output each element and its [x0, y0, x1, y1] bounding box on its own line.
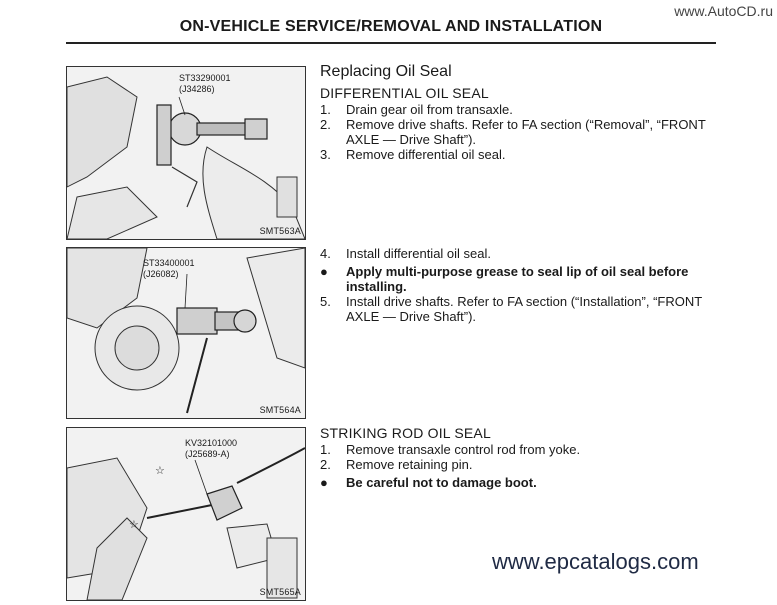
bullet-icon: ● [320, 264, 328, 279]
step-text: Install drive shafts. Refer to FA section (“Installation”, “FRONT AXLE — Drive Shaft”). [346, 294, 702, 324]
tool-number: KV32101000 [185, 438, 238, 448]
step-number: 3. [320, 147, 331, 162]
step-text: Remove retaining pin. [346, 457, 473, 472]
epcatalogs-watermark: www.epcatalogs.com [492, 549, 699, 574]
caution-text: Apply multi-purpose grease to seal lip of oil seal before installing. [346, 264, 689, 294]
step-number: 2. [320, 457, 331, 472]
figure-smt563a [66, 66, 306, 240]
step-number: 1. [320, 442, 331, 457]
step-item [320, 246, 720, 261]
caution-item [320, 475, 720, 490]
striking-rod-section [320, 426, 720, 490]
tool-alt-number: (J25689-A) [185, 449, 230, 459]
step-item [320, 102, 720, 117]
step-item [320, 294, 720, 324]
page-title: ON-VEHICLE SERVICE/REMOVAL AND INSTALLATION [179, 18, 603, 35]
figure-smt565a [66, 427, 306, 601]
subhead-differential: DIFFERENTIAL OIL SEAL [320, 85, 489, 101]
step-text: Remove differential oil seal. [346, 147, 506, 162]
tool-callout [143, 258, 195, 280]
tool-callout [179, 73, 231, 95]
tool-number: ST33400001 [143, 258, 195, 268]
step-number: 5. [320, 294, 331, 309]
tool-alt-number: (J26082) [143, 269, 179, 279]
differential-oil-seal-section [320, 64, 720, 162]
step-text: Install differential oil seal. [346, 246, 492, 261]
autocd-watermark: www.AutoCD.ru [674, 3, 773, 19]
install-steps-section [320, 246, 720, 324]
tool-callout [185, 438, 237, 460]
subhead-striking-rod: STRIKING ROD OIL SEAL [320, 425, 491, 441]
step-number: 4. [320, 246, 331, 261]
step-text: Remove transaxle control rod from yoke. [346, 442, 581, 457]
figure-label: SMT565A [259, 587, 301, 597]
svg-text:☆: ☆ [155, 464, 165, 477]
step-item [320, 147, 720, 162]
tool-number: ST33290001 [179, 73, 231, 83]
step-number: 2. [320, 117, 331, 132]
svg-text:☆: ☆ [129, 518, 139, 531]
figure-label: SMT563A [259, 226, 301, 236]
step-item [320, 117, 720, 147]
caution-text: Be careful not to damage boot. [346, 475, 537, 490]
section-title: Replacing Oil Seal [320, 63, 452, 80]
tool-alt-number: (J34286) [179, 84, 215, 94]
header-rule [66, 42, 716, 44]
caution-item [320, 264, 720, 294]
figure-label: SMT564A [259, 405, 301, 415]
step-item [320, 442, 720, 457]
step-item [320, 457, 720, 472]
step-text: Remove drive shafts. Refer to FA section (“Removal”, “FRONT AXLE — Drive Shaft”). [346, 117, 706, 147]
step-text: Drain gear oil from transaxle. [346, 102, 513, 117]
step-number: 1. [320, 102, 331, 117]
figure-smt564a [66, 247, 306, 419]
bullet-icon: ● [320, 475, 328, 490]
